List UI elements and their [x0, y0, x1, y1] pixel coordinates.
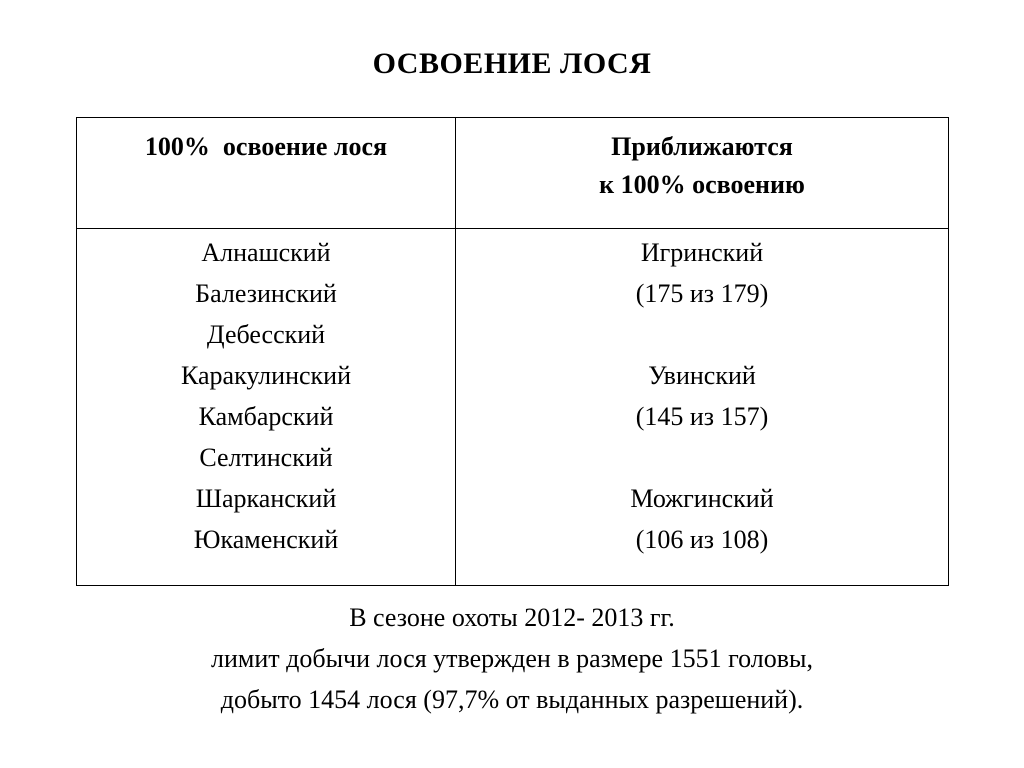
header-left-label: 100% освоение лося: [144, 132, 388, 161]
district-item: Дебесский: [206, 320, 326, 349]
group-spacer: [456, 437, 948, 478]
district-item: Балезинский: [195, 279, 337, 308]
summary-line-harvested: добыто 1454 лося (97,7% от выданных разрешений).: [220, 685, 804, 714]
district-item: Селтинский: [199, 443, 333, 472]
group-spacer: [456, 314, 948, 355]
header-right-line1: Приближаются: [611, 132, 793, 161]
district-item: Алнашский: [201, 238, 331, 267]
summary-line-limit: лимит добычи лося утвержден в размере 1551 головы,: [211, 644, 813, 673]
approaching-district-ratio: (106 из 108): [635, 525, 769, 554]
full-harvest-districts: [77, 229, 456, 586]
header-full-harvest: [77, 118, 456, 229]
summary-line-season: В сезоне охоты 2012- 2013 гг.: [349, 603, 675, 632]
approaching-district-name: Игринский: [640, 238, 764, 267]
page-title: ОСВОЕНИЕ ЛОСЯ: [372, 47, 652, 80]
approaching-districts: [456, 229, 949, 586]
moose-harvest-table: [76, 117, 949, 586]
approaching-district-name: Увинский: [648, 361, 756, 390]
district-item: Юкаменский: [193, 525, 339, 554]
district-item: Шарканский: [195, 484, 337, 513]
header-approaching-full: [456, 118, 949, 229]
table-header-row: [77, 118, 949, 229]
district-item: Каракулинский: [180, 361, 351, 390]
header-right-line2: к 100% освоению: [599, 170, 805, 199]
district-item: Камбарский: [198, 402, 334, 431]
approaching-district-ratio: (175 из 179): [635, 279, 769, 308]
approaching-district-ratio: (145 из 157): [635, 402, 769, 431]
season-summary: [0, 597, 1024, 720]
table-body-row: [77, 229, 949, 586]
approaching-district-name: Можгинский: [630, 484, 774, 513]
